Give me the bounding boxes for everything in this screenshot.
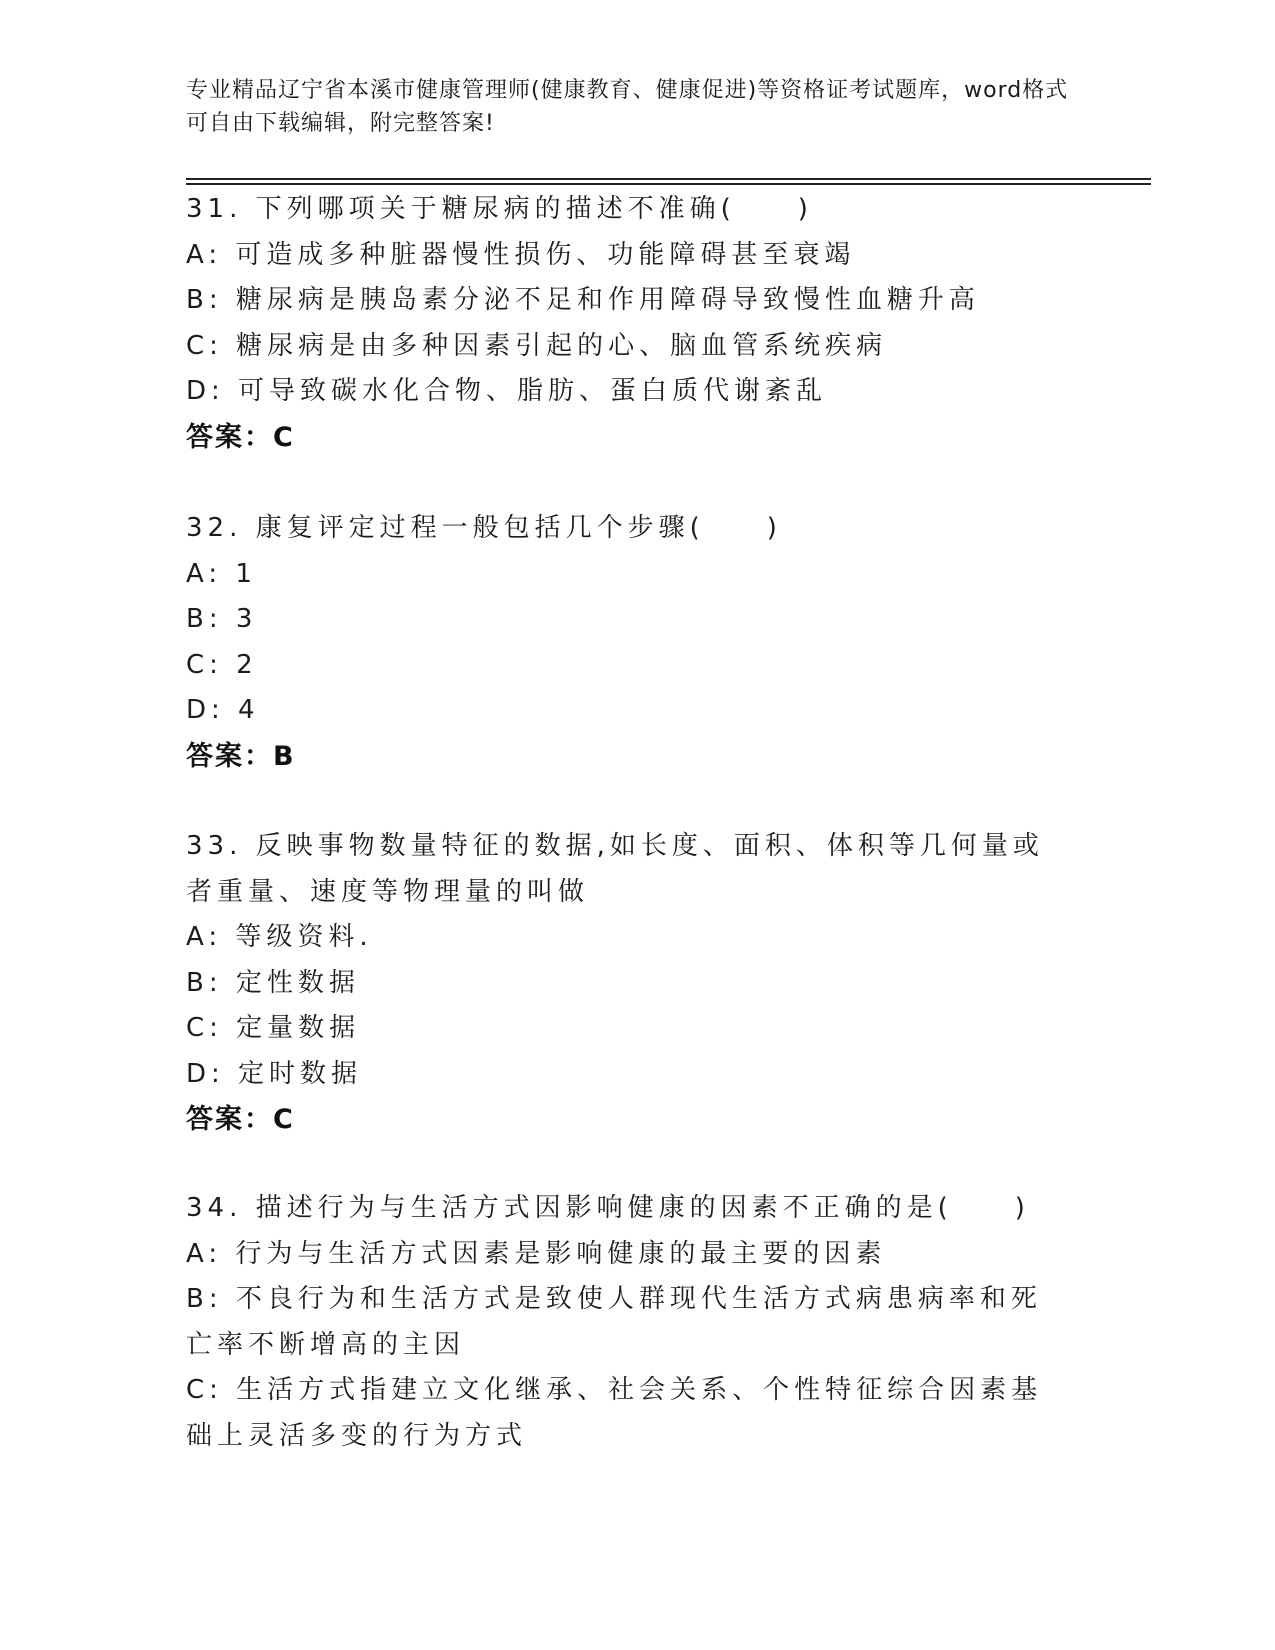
- option-d: D: 可导致碳水化合物、脂肪、蛋白质代谢紊乱: [186, 376, 828, 406]
- option-d: D: 定时数据: [186, 1058, 363, 1089]
- question-34: [186, 1186, 1066, 1459]
- question-32: [186, 506, 1066, 779]
- answer-line: 答案：C: [186, 421, 295, 453]
- header-divider-top: [186, 178, 1151, 180]
- option-b: B: 糖尿病是胰岛素分泌不足和作用障碍导致慢性血糖升高: [186, 285, 980, 315]
- question-stem: 34. 描述行为与生活方式因影响健康的因素不正确的是( ): [186, 1193, 1030, 1223]
- question-31: [186, 187, 1066, 460]
- option-b: B: 不良行为和生活方式是致使人群现代生活方式病患病率和死亡率不断增高的主因: [186, 1284, 1042, 1360]
- question-stem: 32. 康复评定过程一般包括几个步骤( ): [186, 513, 782, 543]
- option-c: C: 2: [186, 649, 258, 680]
- question-stem: 33. 反映事物数量特征的数据,如长度、面积、体积等几何量或者重量、速度等物理量的叫做: [186, 831, 1044, 907]
- option-b: B: 定性数据: [186, 967, 360, 998]
- header-divider-bottom: [186, 183, 1151, 185]
- document-header: 专业精品辽宁省本溪市健康管理师(健康教育、健康促进)等资格证考试题库，word格式可自由下载编辑，附完整答案!: [186, 78, 1069, 136]
- question-stem: 31. 下列哪项关于糖尿病的描述不准确( ): [186, 194, 813, 224]
- option-a: A: 等级资料.: [186, 922, 373, 952]
- answer-line: 答案：C: [186, 1104, 295, 1135]
- option-c: C: 糖尿病是由多种因素引起的心、脑血管系统疾病: [186, 330, 888, 361]
- option-a: A: 行为与生活方式因素是影响健康的最主要的因素: [186, 1238, 887, 1269]
- option-c: C: 定量数据: [186, 1013, 361, 1043]
- option-d: D: 4: [186, 695, 260, 725]
- option-b: B: 3: [186, 604, 258, 634]
- answer-line: 答案：B: [186, 740, 296, 772]
- question-33: [186, 824, 1066, 1143]
- option-a: A: 1: [186, 558, 257, 589]
- option-a: A: 可造成多种脏器慢性损伤、功能障碍甚至衰竭: [186, 239, 856, 270]
- option-c: C: 生活方式指建立文化继承、社会关系、个性特征综合因素基础上灵活多变的行为方式: [186, 1375, 1043, 1451]
